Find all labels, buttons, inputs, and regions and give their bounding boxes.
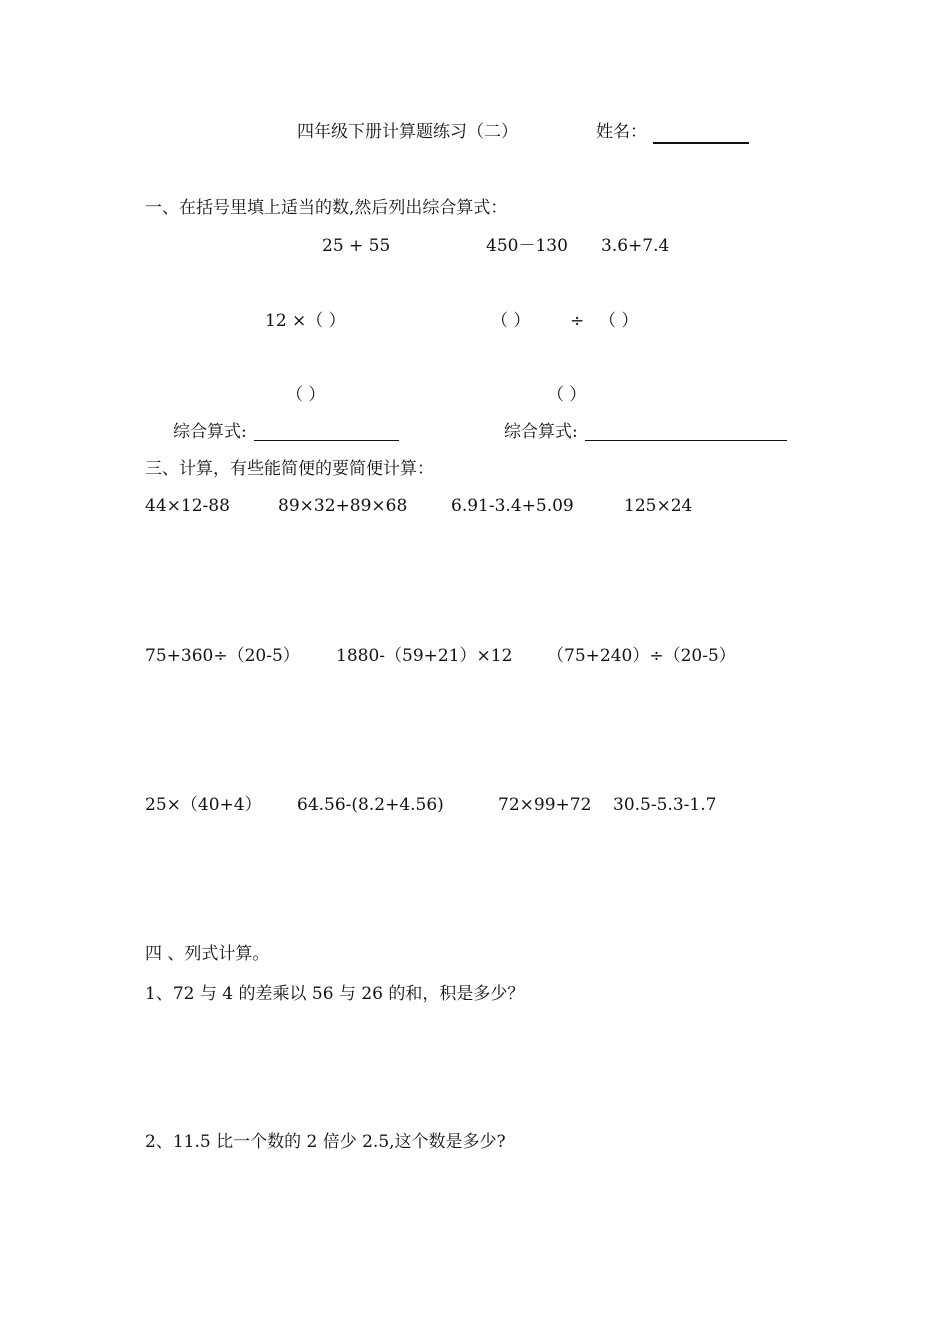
calc-item: 25×（40+4）	[145, 795, 262, 815]
formula-label-left: 综合算式:	[173, 422, 247, 442]
calc-item: 6.91-3.4+5.09	[451, 496, 574, 516]
section1-right-blank-b: （ ）	[599, 311, 639, 331]
formula-blank-left[interactable]	[254, 440, 399, 441]
section1-expr-1: 25 + 55	[322, 236, 391, 256]
section1-divide-sign: ÷	[570, 311, 585, 331]
formula-label-right: 综合算式:	[504, 422, 578, 442]
section1-left-result-blank: （ ）	[286, 385, 326, 405]
formula-blank-right[interactable]	[585, 440, 787, 441]
section1-heading: 一、在括号里填上适当的数,然后列出综合算式：	[145, 198, 508, 218]
section1-expr-2: 450－130	[486, 236, 568, 256]
section1-right-blank-a: （ ）	[491, 311, 531, 331]
section1-left-expression: 12 ×（ ）	[265, 311, 346, 331]
calc-item: 44×12-88	[145, 496, 230, 516]
page-title: 四年级下册计算题练习（二）	[297, 122, 518, 142]
calc-item: 64.56-(8.2+4.56)	[297, 795, 444, 815]
section3-heading: 三、计算，有些能简便的要简便计算：	[145, 459, 434, 479]
calc-item: 89×32+89×68	[278, 496, 408, 516]
section1-right-result-blank: （ ）	[547, 385, 587, 405]
calc-item: 125×24	[624, 496, 693, 516]
name-label: 姓名：	[596, 122, 647, 142]
calc-item: 1880-（59+21）×12	[336, 646, 513, 666]
name-blank[interactable]	[653, 142, 749, 144]
word-problem-2: 2、11.5 比一个数的 2 倍少 2.5,这个数是多少?	[145, 1132, 506, 1152]
section1-expr-3: 3.6+7.4	[601, 236, 670, 256]
section4-heading: 四 、列式计算。	[145, 944, 270, 964]
calc-item: （75+240）÷（20-5）	[547, 646, 736, 666]
calc-item: 75+360÷（20-5）	[145, 646, 300, 666]
word-problem-1: 1、72 与 4 的差乘以 56 与 26 的和，积是多少？	[145, 984, 525, 1004]
calc-item: 72×99+72	[498, 795, 592, 815]
calc-item: 30.5-5.3-1.7	[613, 795, 717, 815]
